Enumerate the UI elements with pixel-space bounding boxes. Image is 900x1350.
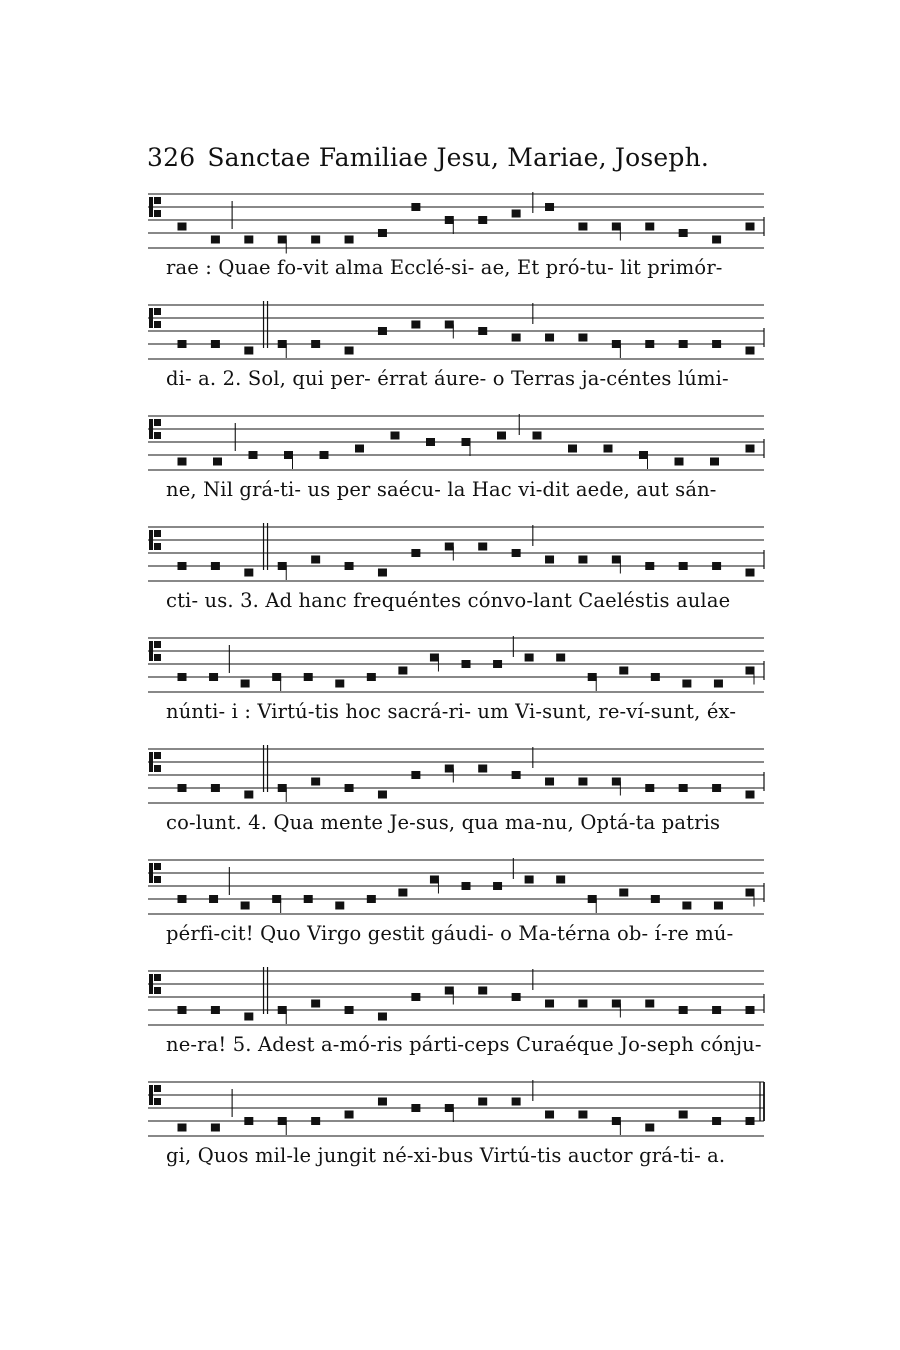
- c-clef-icon: [154, 641, 161, 648]
- c-clef-icon: [149, 308, 153, 328]
- neume-note: [712, 236, 721, 244]
- neume-note: [651, 673, 660, 681]
- c-clef-icon: [149, 752, 153, 772]
- neume-note: [478, 543, 487, 551]
- neume-note: [445, 543, 454, 551]
- neume-note: [244, 236, 253, 244]
- neume-note: [679, 340, 688, 348]
- neume-note: [178, 562, 187, 570]
- c-clef-icon: [149, 419, 153, 439]
- neume-note: [746, 445, 755, 453]
- neume-note: [746, 791, 755, 799]
- chant-staff: [0, 632, 900, 702]
- music-system: [0, 743, 900, 853]
- neume-note: [211, 784, 220, 792]
- neume-note: [304, 895, 313, 903]
- c-clef-icon: [149, 530, 153, 550]
- neume-note: [398, 889, 407, 897]
- c-clef-icon: [154, 210, 161, 217]
- neume-note: [284, 451, 293, 459]
- neume-note: [746, 667, 755, 675]
- neume-note: [411, 321, 420, 329]
- neume-note: [512, 993, 521, 1001]
- neume-note: [645, 784, 654, 792]
- chant-staff: [0, 410, 900, 480]
- c-clef-icon: [149, 641, 153, 661]
- neume-note: [545, 778, 554, 786]
- neume-note: [478, 1098, 487, 1106]
- c-clef-icon: [149, 1085, 153, 1105]
- neume-note: [430, 876, 439, 884]
- neume-note: [445, 321, 454, 329]
- neume-note: [578, 556, 587, 564]
- lyric-line: di- a. 2. Sol, qui per- érrat áure- o Terras ja-céntes lúmi-: [166, 367, 729, 390]
- neume-note: [411, 993, 420, 1001]
- neume-note: [645, 1124, 654, 1132]
- neume-note: [367, 895, 376, 903]
- neume-note: [679, 1006, 688, 1014]
- c-clef-icon: [154, 321, 161, 328]
- neume-note: [378, 791, 387, 799]
- neume-note: [278, 784, 287, 792]
- lyric-line: cti- us. 3. Ad hanc frequéntes cónvo-lant Caeléstis aulae: [166, 589, 731, 612]
- neume-note: [578, 334, 587, 342]
- neume-note: [588, 895, 597, 903]
- neume-note: [378, 1013, 387, 1021]
- neume-note: [445, 216, 454, 224]
- neume-note: [512, 771, 521, 779]
- neume-note: [568, 445, 577, 453]
- neume-note: [612, 556, 621, 564]
- neume-note: [679, 229, 688, 237]
- neume-note: [320, 451, 329, 459]
- neume-note: [241, 680, 250, 688]
- neume-note: [241, 902, 250, 910]
- chant-staff: [0, 188, 900, 258]
- c-clef-icon: [154, 765, 161, 772]
- neume-note: [645, 340, 654, 348]
- chant-staff: [0, 854, 900, 924]
- c-clef-icon: [154, 1085, 161, 1092]
- neume-note: [612, 778, 621, 786]
- neume-note: [311, 236, 320, 244]
- neume-note: [545, 203, 554, 211]
- neume-note: [462, 882, 471, 890]
- c-clef-icon: [149, 863, 153, 883]
- neume-note: [211, 1006, 220, 1014]
- music-system: [0, 632, 900, 742]
- neume-note: [411, 771, 420, 779]
- lyric-line: rae : Quae fo-vit alma Ecclé-si- ae, Et pró-tu- lit primór-: [166, 256, 723, 279]
- c-clef-icon: [154, 530, 161, 537]
- neume-note: [311, 556, 320, 564]
- neume-note: [512, 334, 521, 342]
- neume-note: [612, 340, 621, 348]
- chant-staff: [0, 1076, 900, 1146]
- neume-note: [278, 1117, 287, 1125]
- chant-staff: [0, 521, 900, 591]
- neume-note: [512, 210, 521, 218]
- neume-note: [679, 562, 688, 570]
- neume-note: [675, 458, 684, 466]
- neume-note: [746, 889, 755, 897]
- neume-note: [311, 1117, 320, 1125]
- neume-note: [445, 1104, 454, 1112]
- neume-note: [178, 340, 187, 348]
- neume-note: [244, 347, 253, 355]
- page-number: 326: [147, 143, 196, 172]
- neume-note: [178, 895, 187, 903]
- neume-note: [178, 223, 187, 231]
- c-clef-icon: [154, 1098, 161, 1105]
- neume-note: [525, 654, 534, 662]
- neume-note: [712, 1117, 721, 1125]
- neume-note: [445, 987, 454, 995]
- neume-note: [345, 784, 354, 792]
- neume-note: [746, 1117, 755, 1125]
- neume-note: [478, 216, 487, 224]
- neume-note: [411, 203, 420, 211]
- neume-note: [211, 1124, 220, 1132]
- neume-note: [493, 882, 502, 890]
- music-system: [0, 1076, 900, 1186]
- neume-note: [272, 673, 281, 681]
- neume-note: [345, 347, 354, 355]
- neume-note: [244, 1117, 253, 1125]
- neume-note: [311, 1000, 320, 1008]
- neume-note: [545, 334, 554, 342]
- neume-note: [712, 784, 721, 792]
- neume-note: [398, 667, 407, 675]
- neume-note: [712, 1006, 721, 1014]
- neume-note: [378, 229, 387, 237]
- neume-note: [355, 445, 364, 453]
- neume-note: [578, 778, 587, 786]
- neume-note: [612, 1000, 621, 1008]
- neume-note: [588, 673, 597, 681]
- neume-note: [714, 680, 723, 688]
- neume-note: [378, 569, 387, 577]
- neume-note: [619, 889, 628, 897]
- neume-note: [712, 340, 721, 348]
- chant-staff: [0, 965, 900, 1035]
- neume-note: [746, 1006, 755, 1014]
- neume-note: [335, 680, 344, 688]
- neume-note: [335, 902, 344, 910]
- neume-note: [679, 784, 688, 792]
- neume-note: [619, 667, 628, 675]
- page-header: [147, 143, 709, 172]
- neume-note: [462, 660, 471, 668]
- neume-note: [545, 1000, 554, 1008]
- neume-note: [478, 987, 487, 995]
- neume-note: [178, 1006, 187, 1014]
- c-clef-icon: [154, 974, 161, 981]
- neume-note: [345, 1111, 354, 1119]
- neume-note: [178, 784, 187, 792]
- lyric-line: pérfi-cit! Quo Virgo gestit gáudi- o Ma-térna ob- í-re mú-: [166, 922, 734, 945]
- lyric-line: ne, Nil grá-ti- us per saécu- la Hac vi-dit aede, aut sán-: [166, 478, 717, 501]
- neume-note: [604, 445, 613, 453]
- neume-note: [244, 1013, 253, 1021]
- neume-note: [512, 1098, 521, 1106]
- neume-note: [462, 438, 471, 446]
- music-system: [0, 965, 900, 1075]
- neume-note: [556, 876, 565, 884]
- neume-note: [178, 458, 187, 466]
- neume-note: [244, 569, 253, 577]
- neume-note: [714, 902, 723, 910]
- c-clef-icon: [154, 876, 161, 883]
- c-clef-icon: [149, 197, 153, 217]
- lyric-line: gi, Quos mil-le jungit né-xi-bus Virtú-tis auctor grá-ti- a.: [166, 1144, 726, 1167]
- neume-note: [639, 451, 648, 459]
- neume-note: [211, 562, 220, 570]
- neume-note: [211, 340, 220, 348]
- neume-note: [545, 1111, 554, 1119]
- neume-note: [612, 223, 621, 231]
- neume-note: [612, 1117, 621, 1125]
- neume-note: [645, 223, 654, 231]
- neume-note: [213, 458, 222, 466]
- neume-note: [278, 340, 287, 348]
- c-clef-icon: [154, 308, 161, 315]
- neume-note: [411, 549, 420, 557]
- neume-note: [682, 680, 691, 688]
- c-clef-icon: [154, 654, 161, 661]
- neume-note: [211, 236, 220, 244]
- neume-note: [345, 1006, 354, 1014]
- c-clef-icon: [154, 752, 161, 759]
- neume-note: [278, 236, 287, 244]
- neume-note: [367, 673, 376, 681]
- neume-note: [311, 340, 320, 348]
- neume-note: [244, 791, 253, 799]
- neume-note: [578, 1111, 587, 1119]
- neume-note: [710, 458, 719, 466]
- c-clef-icon: [149, 974, 153, 994]
- c-clef-icon: [154, 432, 161, 439]
- neume-note: [746, 347, 755, 355]
- neume-note: [533, 432, 542, 440]
- music-system: [0, 521, 900, 631]
- page-title: Sanctae Familiae Jesu, Mariae, Joseph.: [207, 143, 710, 172]
- neume-note: [545, 556, 554, 564]
- neume-note: [345, 236, 354, 244]
- neume-note: [679, 1111, 688, 1119]
- neume-note: [209, 895, 218, 903]
- neume-note: [578, 223, 587, 231]
- neume-note: [311, 778, 320, 786]
- neume-note: [478, 765, 487, 773]
- neume-note: [430, 654, 439, 662]
- neume-note: [682, 902, 691, 910]
- neume-note: [712, 562, 721, 570]
- c-clef-icon: [154, 543, 161, 550]
- neume-note: [478, 327, 487, 335]
- chant-staff: [0, 299, 900, 369]
- neume-note: [278, 562, 287, 570]
- c-clef-icon: [154, 419, 161, 426]
- neume-note: [651, 895, 660, 903]
- neume-note: [178, 673, 187, 681]
- neume-note: [493, 660, 502, 668]
- neume-note: [645, 562, 654, 570]
- c-clef-icon: [154, 863, 161, 870]
- neume-note: [391, 432, 400, 440]
- neume-note: [445, 765, 454, 773]
- music-system: [0, 410, 900, 520]
- neume-note: [497, 432, 506, 440]
- music-system: [0, 854, 900, 964]
- neume-note: [525, 876, 534, 884]
- music-system: [0, 299, 900, 409]
- neume-note: [746, 569, 755, 577]
- neume-note: [512, 549, 521, 557]
- neume-note: [378, 327, 387, 335]
- music-system: [0, 188, 900, 298]
- neume-note: [278, 1006, 287, 1014]
- neume-note: [345, 562, 354, 570]
- chant-staff: [0, 743, 900, 813]
- neume-note: [746, 223, 755, 231]
- lyric-line: núnti- i : Virtú-tis hoc sacrá-ri- um Vi-sunt, re-ví-sunt, éx-: [166, 700, 737, 723]
- neume-note: [578, 1000, 587, 1008]
- neume-note: [209, 673, 218, 681]
- neume-note: [178, 1124, 187, 1132]
- neume-note: [645, 1000, 654, 1008]
- c-clef-icon: [154, 197, 161, 204]
- c-clef-icon: [154, 987, 161, 994]
- lyric-line: ne-ra! 5. Adest a-mó-ris párti-ceps Curaéque Jo-seph cónju-: [166, 1033, 762, 1056]
- neume-note: [304, 673, 313, 681]
- neume-note: [411, 1104, 420, 1112]
- lyric-line: co-lunt. 4. Qua mente Je-sus, qua ma-nu, Optá-ta patris: [166, 811, 721, 834]
- neume-note: [249, 451, 258, 459]
- neume-note: [426, 438, 435, 446]
- neume-note: [272, 895, 281, 903]
- neume-note: [378, 1098, 387, 1106]
- neume-note: [556, 654, 565, 662]
